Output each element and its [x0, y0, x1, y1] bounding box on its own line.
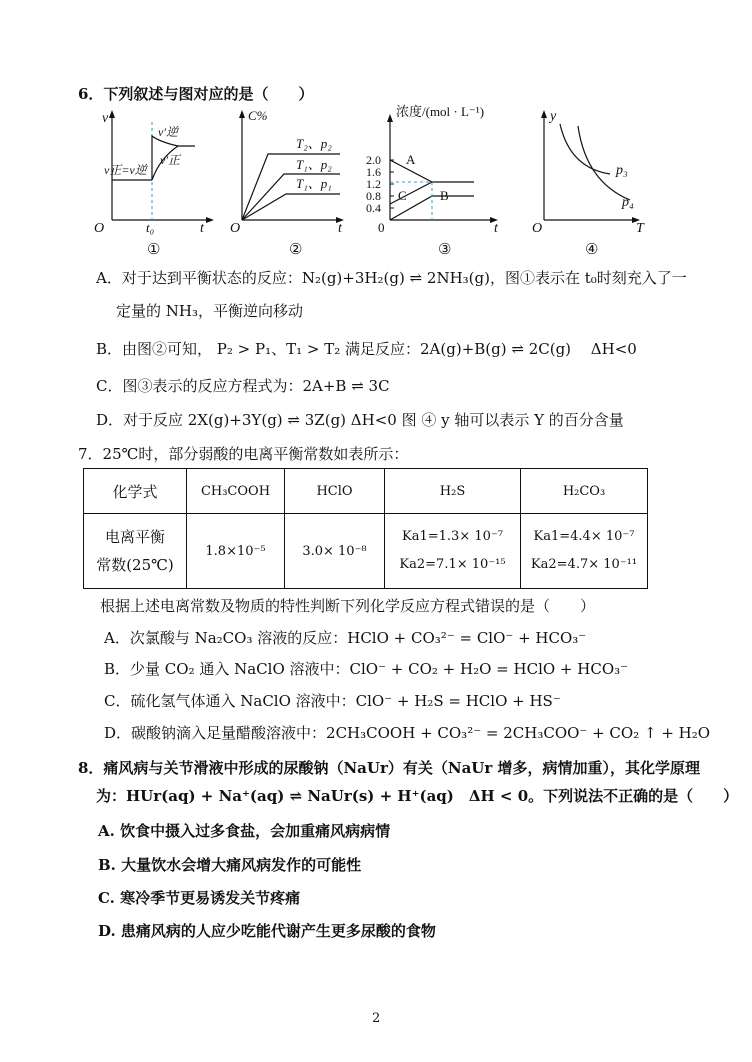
g3-tick-3: 1.2: [366, 177, 381, 191]
q6-stem: 6．下列叙述与图对应的是（ ）: [78, 85, 314, 103]
cell-h2co3: [521, 514, 648, 589]
g2-curve-2: T₁、p₂: [296, 157, 332, 172]
h2s-ka1: Ka1=1.3× 10⁻⁷: [402, 529, 503, 544]
g3-tick-2: 1.6: [366, 165, 381, 179]
th-h2co3: H₂CO₃: [521, 469, 648, 514]
g4-y-axis: y: [550, 109, 557, 124]
q7-option-d: D．碳酸钠滴入足量醋酸溶液中：2CH₃COOH + CO₃²⁻ = 2CH₃COO⁻ + CO₂ ↑ + H₂O: [104, 724, 711, 742]
g2-x-axis: t: [338, 221, 342, 236]
row-label-line1: 电离平衡: [104, 528, 165, 546]
q6-option-a-line1: A．对于达到平衡状态的反应：N₂(g)+3H₂(g) ⇌ 2NH₃(g)，图①表示在 t₀时刻充入了一: [96, 269, 687, 287]
g1-tick: t₀: [146, 220, 155, 235]
row-label-line2: 常数(25℃): [96, 556, 174, 574]
g2-curve-3: T₁、p₁: [296, 176, 332, 191]
g4-curve-p4: p₄: [622, 195, 634, 210]
h2s-ka2: Ka2=7.1× 10⁻¹⁵: [399, 557, 506, 572]
th-formula: 化学式: [84, 469, 187, 514]
g1-label-equal: v正=v逆: [104, 163, 147, 177]
g1-label-fwd: v′正: [160, 153, 180, 167]
cell-h2s: [385, 514, 521, 589]
g3-tick-4: 0.8: [366, 189, 381, 203]
g4-x-axis: T: [636, 221, 644, 236]
th-ch3cooh: CH₃COOH: [187, 469, 285, 514]
q8-option-a: A. 饮食中摄入过多食盐，会加重痛风病病情: [98, 822, 391, 840]
q7-prompt: 根据上述电离常数及物质的特性判断下列化学反应方程式错误的是（ ）: [100, 597, 596, 615]
graph-4-svg: [530, 108, 660, 236]
q8-option-c: C. 寒冷季节更易诱发关节疼痛: [98, 889, 301, 907]
graph-1-svg: [90, 108, 220, 236]
q8-stem-line2: 为：HUr(aq) + Na⁺(aq) ⇌ NaUr(s) + H⁺(aq) ΔH < 0。下列说法不正确的是（ ）: [96, 787, 739, 805]
row-label: [84, 514, 187, 589]
g2-y-axis: C%: [248, 108, 268, 123]
th-hclo: HClO: [285, 469, 385, 514]
g1-caption: ①: [147, 240, 161, 258]
q6-option-d: D．对于反应 2X(g)+3Y(g) ⇌ 3Z(g) ΔH<0 图 ④ y 轴可以表示 Y 的百分含量: [96, 411, 624, 429]
g3-x-axis: t: [494, 221, 498, 236]
graph-2-svg: [230, 108, 360, 236]
g2-origin: O: [230, 221, 241, 236]
h2co3-ka1: Ka1=4.4× 10⁻⁷: [533, 529, 635, 544]
q7-option-a: A．次氯酸与 Na₂CO₃ 溶液的反应：HClO + CO₃²⁻ = ClO⁻ + HCO₃⁻: [104, 629, 587, 647]
g3-tick-5: 0.4: [366, 201, 381, 215]
h2co3-ka2: Ka2=4.7× 10⁻¹¹: [530, 557, 638, 572]
cell-hclo: 3.0× 10⁻⁸: [285, 514, 385, 589]
q7-option-c: C．硫化氢气体通入 NaClO 溶液中：ClO⁻ + H₂S = HClO + HS⁻: [104, 692, 561, 710]
g3-label-b: B: [440, 188, 449, 203]
g3-y-axis: 浓度/(mol · L⁻¹): [396, 104, 485, 119]
g2-curve-1: T₂、p₂: [296, 136, 332, 151]
q8-option-b: B. 大量饮水会增大痛风病发作的可能性: [98, 856, 362, 874]
cell-ch3cooh: 1.8×10⁻⁵: [187, 514, 285, 589]
g3-label-a: A: [406, 152, 416, 167]
q6-option-a-line2: 定量的 NH₃，平衡逆向移动: [116, 302, 303, 320]
g4-caption: ④: [585, 240, 599, 258]
table-header-row: [84, 469, 648, 514]
g2-caption: ②: [289, 240, 303, 258]
q7-option-b: B．少量 CO₂ 通入 NaClO 溶液中：ClO⁻ + CO₂ + H₂O = HClO + HCO₃⁻: [104, 660, 629, 678]
table-row: [84, 514, 648, 589]
g1-origin: O: [94, 221, 105, 236]
q6-option-c: C．图③表示的反应方程式为：2A+B ⇌ 3C: [96, 377, 390, 395]
ka-table: [83, 468, 648, 589]
q8-stem-line1: 8．痛风病与关节滑液中形成的尿酸钠（NaUr）有关（NaUr 增多，病情加重），其化学原理: [78, 759, 700, 777]
q7-stem: 7．25℃时，部分弱酸的电离平衡常数如表所示：: [78, 445, 409, 463]
g4-curve-p3: p₃: [616, 163, 628, 178]
g1-x-axis: t: [200, 221, 204, 236]
th-h2s: H₂S: [385, 469, 521, 514]
graph-3-svg: [364, 104, 514, 234]
g3-origin: 0: [378, 220, 385, 235]
g3-caption: ③: [438, 240, 452, 258]
g4-origin: O: [532, 221, 543, 236]
g3-label-c: C: [398, 188, 407, 203]
g1-label-rev: v′逆: [158, 125, 178, 139]
q6-option-b: B．由图②可知， P₂ > P₁、T₁ > T₂ 满足反应：2A(g)+B(g) ⇌ 2C(g) ΔH<0: [96, 340, 637, 358]
q8-option-d: D. 患痛风病的人应少吃能代谢产生更多尿酸的食物: [98, 922, 436, 940]
g1-y-axis: v: [102, 111, 109, 126]
g3-tick-1: 2.0: [366, 153, 381, 167]
graph-4: [530, 108, 660, 237]
graph-3: [364, 104, 514, 238]
page-number: 2: [372, 1011, 381, 1026]
graph-1: [90, 108, 220, 237]
graph-2: [230, 108, 360, 237]
